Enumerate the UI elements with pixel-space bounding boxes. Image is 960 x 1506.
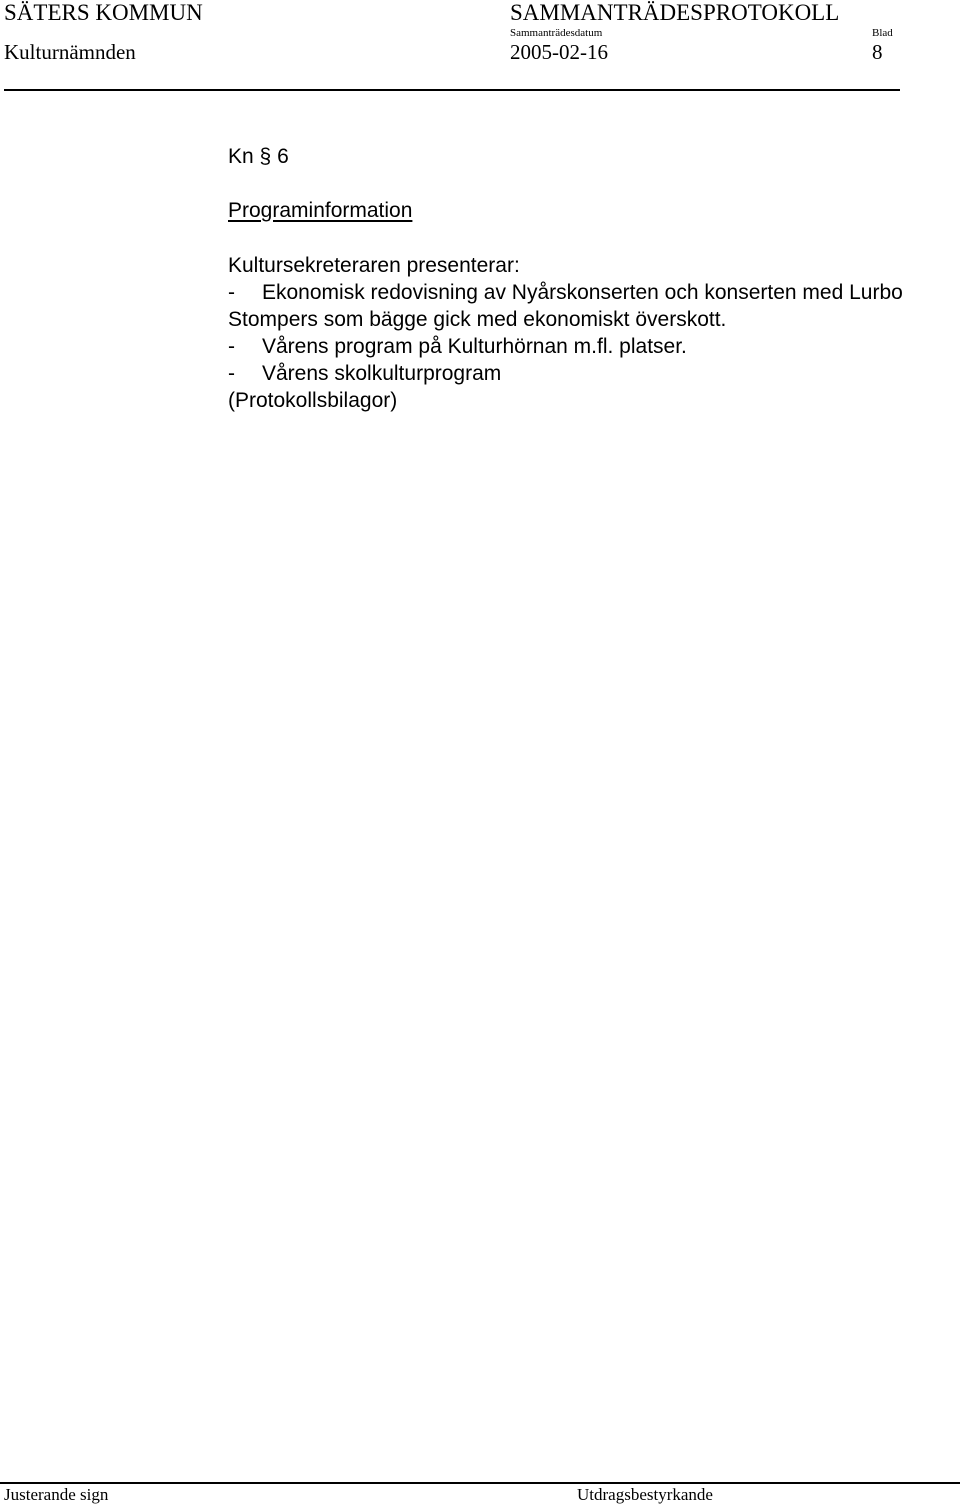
section-prefix: Kn bbox=[228, 145, 254, 168]
committee-name: Kulturnämnden bbox=[4, 40, 136, 64]
section-number bbox=[228, 143, 289, 170]
header-divider bbox=[4, 89, 900, 91]
list-item bbox=[228, 360, 501, 387]
list-bullet: - bbox=[228, 362, 235, 385]
list-item-text: Vårens program på Kulturhörnan m.fl. platser. bbox=[262, 335, 687, 358]
intro-text: Kultursekreteraren presenterar: bbox=[228, 254, 520, 277]
meeting-date-label: Sammanträdesdatum bbox=[510, 27, 603, 39]
list-item-continuation: Stompers som bägge gick med ekonomiskt överskott. bbox=[228, 308, 727, 331]
page-label: Blad bbox=[872, 27, 893, 39]
page-number: 8 bbox=[872, 40, 883, 64]
list-item bbox=[228, 333, 687, 360]
section-number-value: 6 bbox=[277, 145, 289, 168]
attachments-note: (Protokollsbilagor) bbox=[228, 389, 398, 412]
paragraph-symbol: § bbox=[259, 145, 272, 168]
certification-label: Utdragsbestyrkande bbox=[577, 1485, 713, 1504]
list-item-text: Ekonomisk redovisning av Nyårskonserten och konserten med Lurbo bbox=[262, 281, 903, 304]
meeting-date: 2005-02-16 bbox=[510, 40, 608, 64]
document-type: SAMMANTRÄDESPROTOKOLL bbox=[510, 0, 840, 25]
section-title: Programinformation bbox=[228, 199, 413, 222]
list-bullet: - bbox=[228, 281, 235, 304]
list-item-text: Vårens skolkulturprogram bbox=[262, 362, 502, 385]
footer-divider bbox=[0, 1482, 960, 1484]
organization-name: SÄTERS KOMMUN bbox=[4, 0, 203, 25]
signature-label: Justerande sign bbox=[4, 1485, 109, 1504]
list-bullet: - bbox=[228, 335, 235, 358]
list-item bbox=[228, 279, 903, 306]
